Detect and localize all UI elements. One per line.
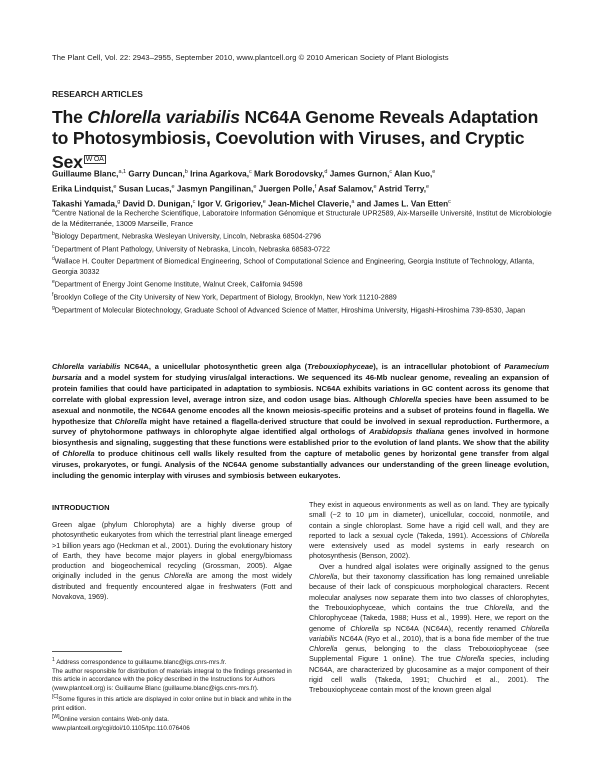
title-species: Chlorella variabilis xyxy=(87,107,240,127)
author-list: Guillaume Blanc,$^{a,1}$ Garry Duncan,$^b$ Irina Agarkova,$^c$ Mark Borodovsky,$^d$ James Gurnon,$^c$ Alan Kuo,$^e$ Erika Lindquist,$^e$ Susan Lucas,$^e$ Jasmyn Pangilinan,$^e$ Juergen Polle,$^f$ Asaf Salamov,$^e$ Astrid Terry,$^e$ Takashi Yamada,$^g$ David D. Dunigan,$^c$ Igor V. Grigoriev,$^e$ Jean-Michel Claverie,$^a$ and James L. Van Etten$^c$ xyxy=(52,169,451,210)
footnote: $^1$ Address correspondence to guillaume.blanc@igs.cnrs-mrs.fr. xyxy=(52,657,227,667)
introduction-heading: INTRODUCTION xyxy=(52,503,110,512)
affiliations xyxy=(52,206,552,315)
affiliation: $^f$Brooklyn College of the City University of New York, Department of Biology, Brooklyn, New York 11210-2889 xyxy=(52,292,397,302)
footnotes xyxy=(52,656,292,733)
footnote: [W]Online version contains Web-only data. xyxy=(52,714,169,724)
affiliation: $^d$Wallace H. Coulter Department of Biomedical Engineering, School of Computational Science and Engineering, Georgia Institute of Technology, Atlanta, Georgia 30332 xyxy=(52,256,535,277)
web-open-access-icon: W OA xyxy=(85,156,104,163)
footnote-divider xyxy=(52,651,122,652)
affiliation: $^b$Biology Department, Nebraska Wesleyan University, Lincoln, Nebraska 68504-2796 xyxy=(52,230,321,241)
footnote-doi: www.plantcell.org/cgi/doi/10.1105/tpc.110.076406 xyxy=(52,724,190,732)
affiliation: $^e$Department of Energy Joint Genome Institute, Walnut Creek, California 94598 xyxy=(52,279,303,289)
footnote: The author responsible for distribution of materials integral to the findings presented in this article in accordance with the policy described in the Instructions for Authors (www.plantcell.org) is: Guillaume Blanc (guillaume.blanc@igs.cnrs-mrs.fr). xyxy=(52,667,292,692)
abstract: Chlorella variabilis NC64A, a unicellular photosynthetic green alga (Trebouxiophyceae), is an intracellular photobiont of Paramecium bursaria and a model system for studying virus/algal interactions. We sequenced its 46-Mb nuclear genome, revealing an expansion of protein families that could have participated in adaptation to symbiosis. NC64A exhibits variations in GC content across its genome that correlate with global expression level, average intron size, and codon usage bias. Although Chlorella species have been assumed to be asexual and nonmotile, the NC64A genome encodes all the known meiosis-specific proteins and a subset of proteins found in flagella. We hypothesize that Chlorella might have retained a flagella-derived structure that could be involved in sexual reproduction. Furthermore, a survey of phytohormone pathways in chlorophyte algae identified algal orthologs of Arabidopsis thaliana genes involved in hormone biosynthesis and signaling, suggesting that these functions were established prior to the evolution of land plants. We show that the ability of Chlorella to produce chitinous cell walls likely resulted from the capture of metabolic genes by horizontal gene transfer from algal viruses, prokaryotes, or fungi. Analysis of the NC64A genome substantially advances our understanding of the green lineage evolution, including the genomic interplay with viruses and symbiosis between eukaryotes. xyxy=(52,362,550,481)
journal-citation: The Plant Cell, Vol. 22: 2943–2955, September 2010, www.plantcell.org © 2010 American Society of Plant Biologists xyxy=(52,53,449,62)
right-column-text: They exist in aqueous environments as well as on land. They are typically small (~2 to 10 μm in diameter), unicellular, coccoid, nonmotile, and contain a single chloroplast. Some have a rigid cell wall, and they are reported to lack a sexual cycle (Takeda, 1991). Accessions of Chlorella were extensively used as model systems in early research on photosynthesis (Benson, 2002). Over a hundred algal isolates were originally assigned to the genus Chlorella, but their taxonomy classification has long remained unreliable because of their lack of conspicuous morphological characters. Recent molecular analyses now separate them into two classes of chlorophytes, the Trebouxiophyceae, which contains the true Chlorella, and the Chlorophyceae (Takeda, 1988; Huss et al., 1999). Here, we report on the genome of Chlorella sp NC64A (NC64A), recently renamed Chlorella variabilis NC64A (Ryo et al., 2010), that is a bona fide member of the true Chlorella genus, belonging to the class Trebouxiophyceae (see Supplemental Figure 1 online). The true Chlorella species, including NC64A, are characterized by glucosamine as a major component of their rigid cell walls (Takeda, 1991; Chuchird et al., 2001). The Trebouxiophyceae contain most of the known green algal xyxy=(309,500,549,695)
footnote: [C]Some figures in this article are displayed in color online but in black and white in the print edition. xyxy=(52,694,292,712)
section-label: RESEARCH ARTICLES xyxy=(52,89,143,99)
affiliation: $^a$Centre National de la Recherche Scientifique, Laboratoire Information Génomique et Structurale UPR2589, Aix-Marseille Université, Institut de Microbiologie de la Méditerranée, 13009 Marseille, France xyxy=(52,208,552,228)
affiliation: $^c$Department of Plant Pathology, University of Nebraska, Lincoln, Nebraska 68583-0722 xyxy=(52,243,331,254)
article-title: The Chlorella variabilis NC64A Genome Reveals Adaptation to Photosymbiosis, Coevolution with Viruses, and Cryptic Sex $^{W OA}$ xyxy=(52,107,539,172)
intro-paragraph: Green algae (phylum Chlorophyta) are a highly diverse group of photosynthetic eukaryotes from which the terrestrial plant lineage emerged >1 billion years ago (Heckman et al., 2001). During the evolutionary history of Earth, they have become major players in global energy/biomass production and biogeochemical recycling (Grossman, 2005). Algae originally included in the genus Chlorella are among the most widely distributed and frequently encountered algae in freshwaters (Fott and Novakova, 1969). xyxy=(52,520,292,602)
affiliation: $^g$Department of Molecular Biotechnology, Graduate School of Advanced Science of Matter, Hiroshima University, Higashi-Hiroshima 739-8530, Japan xyxy=(52,304,526,315)
